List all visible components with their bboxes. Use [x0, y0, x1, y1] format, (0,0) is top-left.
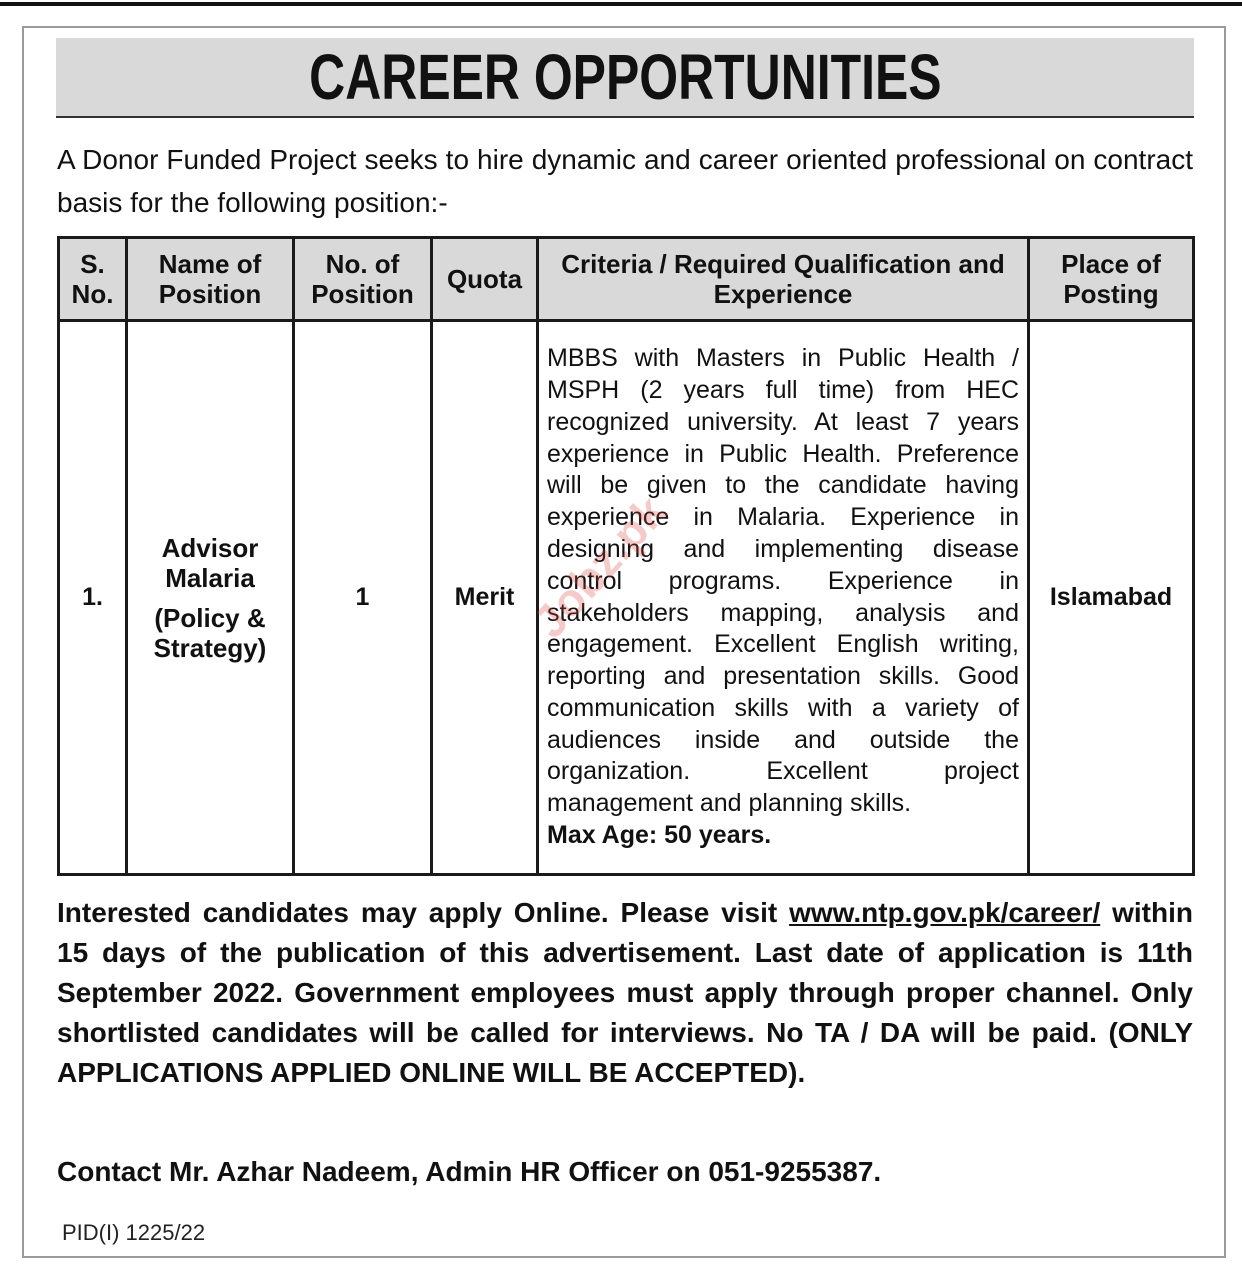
criteria-text: MBBS with Masters in Public Health / MSPH (2 years full time) from HEC recognized university. At least 7 years experience in Public Health. Preference will be given to the candidate having experience in Malaria. Experience in designing and implementing disease control programs. Experience in stakeholders mapping, analysis and engagement. Excellent English writing, reporting and presentation skills. Good communication skills with a variety of audiences inside and outside the organization. Excellent project management and planning skills.	[547, 344, 1019, 818]
header-count: No. of Position	[294, 238, 432, 321]
apply-paragraph	[57, 893, 1193, 1093]
table-row	[59, 321, 1194, 875]
cell-criteria	[538, 321, 1029, 875]
max-age: Max Age: 50 years.	[547, 821, 772, 850]
header-quota: Quota	[432, 238, 538, 321]
cell-place: Islamabad	[1029, 321, 1194, 875]
header-place: Place of Posting	[1029, 238, 1194, 321]
title-banner	[56, 38, 1194, 118]
header-criteria: Criteria / Required Qualification and Experience	[538, 238, 1029, 321]
position-title: Advisor Malaria	[161, 532, 259, 593]
header-sno: S. No.	[59, 238, 127, 321]
pid-number: PID(I) 1225/22	[62, 1220, 206, 1245]
header-position: Name of Position	[127, 238, 294, 321]
table-header-row	[59, 238, 1194, 321]
watermark: Jobz.pk	[522, 485, 676, 648]
apply-text-after: within 15 days of the publication of this advertisement. Last date of application is 11th September 2022. Government employees must apply through proper channel. Only shortlisted candidates will be called for interviews. No TA / DA will be paid. (ONLY APPLICATIONS APPLIED ONLINE WILL BE ACCEPTED).	[57, 897, 1193, 1088]
positions-table	[57, 236, 1195, 876]
page-title: CAREER OPPORTUNITIES	[308, 41, 942, 113]
top-rule	[0, 2, 1242, 6]
apply-text-before: Interested candidates may apply Online. Please visit	[57, 897, 790, 928]
contact-line: Contact Mr. Azhar Nadeem, Admin HR Officer on 051-9255387.	[57, 1156, 882, 1187]
cell-sno: 1.	[59, 321, 127, 875]
cell-count: 1	[294, 321, 432, 875]
cell-position	[127, 321, 294, 875]
cell-quota: Merit	[432, 321, 538, 875]
position-subtitle: (Policy & Strategy)	[153, 602, 267, 663]
career-link[interactable]: www.ntp.gov.pk/career/	[789, 897, 1101, 928]
intro-paragraph: A Donor Funded Project seeks to hire dynamic and career oriented professional on contract basis for the following position:-	[57, 144, 1193, 218]
